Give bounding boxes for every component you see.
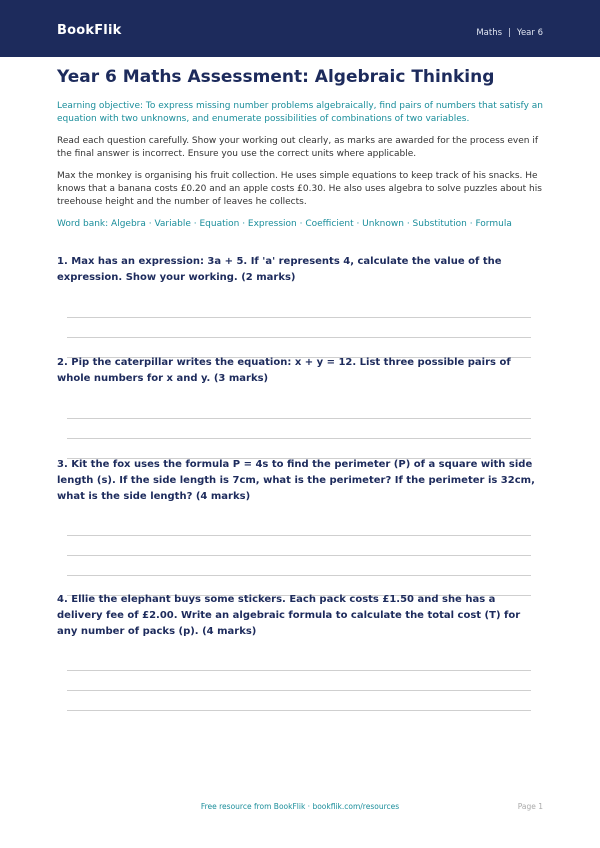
intro-section [57,66,543,231]
answer-line[interactable] [67,535,531,536]
question-text: 3. Kit the fox uses the formula P = 4s to find the perimeter (P) of a square with side length (s). If the side length is 7cm, what is the perimeter? If the perimeter is 32cm, what is the side length? (4 marks) [57,459,535,502]
learning-objective: Learning objective: To express missing number problems algebraically, find pairs of numbers that satisfy an equation with two unknowns, and enumerate possibilities of combinations of two variables. [57,101,543,124]
question-3 [57,457,543,505]
breadcrumb-separator: | [508,28,511,38]
page-number: Page 1 [517,802,543,811]
answer-line[interactable] [67,337,531,338]
answer-line[interactable] [67,317,531,318]
answer-line[interactable] [67,710,531,711]
question-text: 4. Ellie the elephant buys some stickers. Each pack costs £1.50 and she has a delivery fee of £2.00. Write an algebraic formula to calculate the total cost (T) for any number of packs (p). (4 marks) [57,594,521,637]
answer-line[interactable] [67,690,531,691]
breadcrumb [476,28,543,38]
question-4 [57,592,543,640]
answer-line[interactable] [67,670,531,671]
question-text: 1. Max has an expression: 3a + 5. If 'a' represents 4, calculate the value of the expression. Show your working. (2 marks) [57,256,502,283]
breadcrumb-year: Year 6 [516,28,543,38]
answer-line[interactable] [67,555,531,556]
answer-line[interactable] [67,575,531,576]
page-header [0,0,600,57]
question-1 [57,254,543,286]
page-title: Year 6 Maths Assessment: Algebraic Thinking [57,67,495,87]
brand-logo[interactable]: BookFlik [57,23,122,38]
instructions: Read each question carefully. Show your working out clearly, as marks are awarded for the process even if the final answer is incorrect. Ensure you use the correct units where applicable. [57,136,539,159]
intro-paragraph: Max the monkey is organising his fruit collection. He uses simple equations to keep track of his snacks. He knows that a banana costs £0.20 and an apple costs £0.30. He also uses algebra to solve puzzles about his treehouse height and the number of leaves he collects. [57,171,542,207]
answer-line[interactable] [67,418,531,419]
word-bank: Word bank: Algebra · Variable · Equation · Expression · Coefficient · Unknown · Substitution · Formula [57,219,512,229]
question-text: 2. Pip the caterpillar writes the equation: x + y = 12. List three possible pairs of whole numbers for x and y. (3 marks) [57,357,511,384]
answer-line[interactable] [67,438,531,439]
breadcrumb-subject: Maths [476,28,503,38]
question-2 [57,355,543,387]
footer-source-link[interactable]: Free resource from BookFlik · bookflik.com/resources [200,802,400,811]
